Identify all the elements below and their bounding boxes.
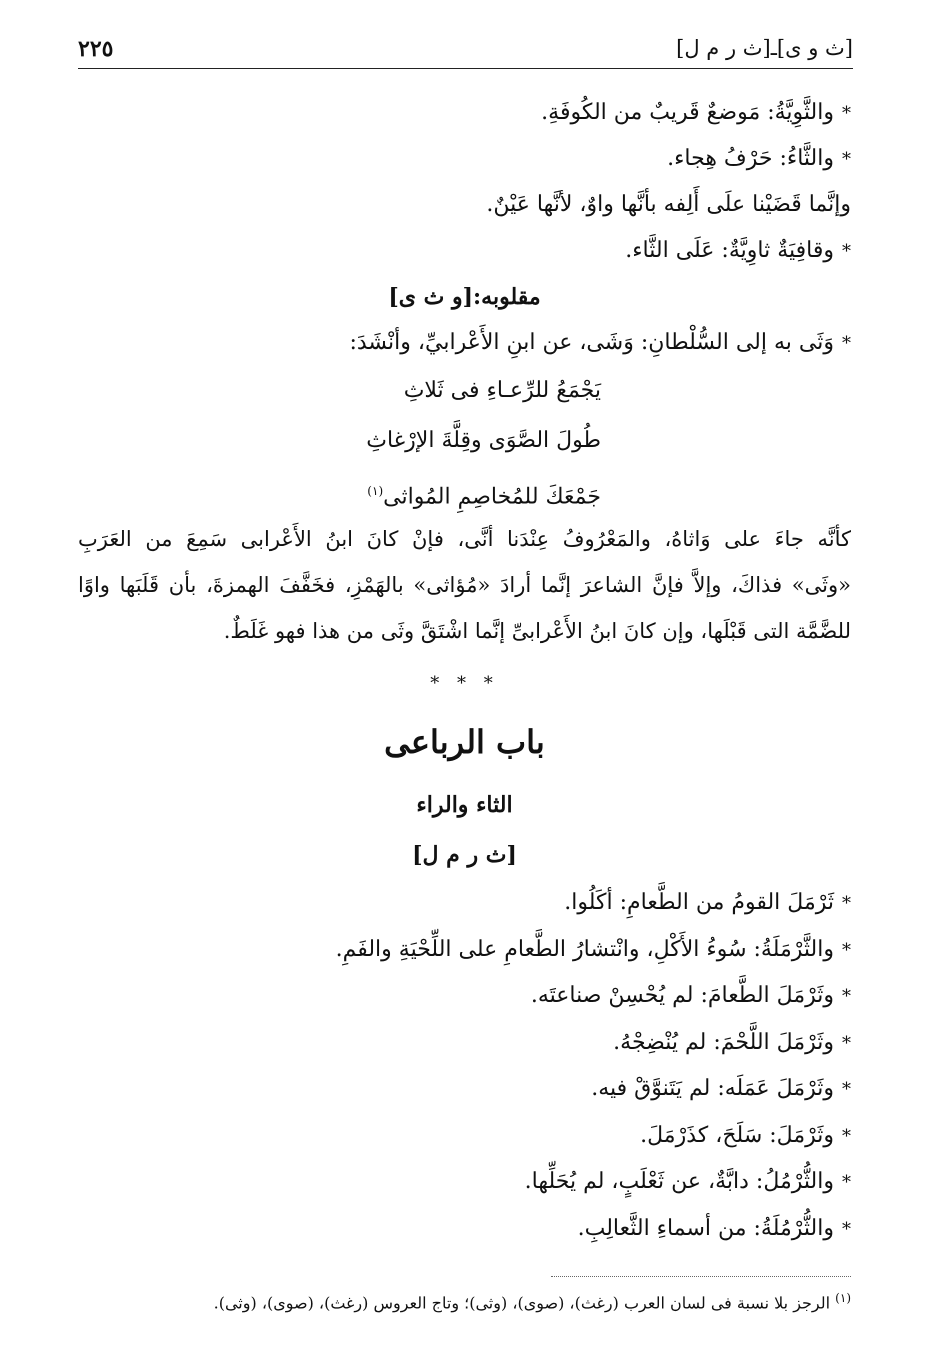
page-body (78, 90, 851, 1252)
asterisk-icon: * (842, 149, 851, 170)
asterisk-icon: * (842, 333, 851, 354)
asterisk-icon: * (842, 1172, 851, 1193)
verse-block (78, 366, 851, 516)
entry-text: والثَّاءُ: حَرْفُ هِجاء. (667, 146, 834, 171)
page-number: ٢٢٥ (78, 36, 114, 62)
entry-line (78, 182, 851, 228)
asterisk-icon: * (842, 1032, 851, 1054)
maqlub-intro (78, 320, 851, 366)
asterisk-icon: * (842, 1218, 851, 1240)
entry-list (78, 880, 851, 1252)
list-item: *والثُّرْمُلَةُ: من أسماءِ الثَّعالِبِ. (577, 1215, 851, 1241)
footnote-reference: (١) (367, 484, 384, 498)
entry-line (78, 90, 851, 136)
asterisk-icon: * (842, 939, 851, 961)
section-separator: * * * (430, 673, 499, 694)
entry-text: والثَّوِيَّةُ: مَوضعٌ قَريبٌ من الكُوفَةِ. (541, 100, 834, 125)
list-item: *والثُّرْمُلُ: دابَّةٌ، عن ثَعْلَبٍ، لم يُحَلِّها. (524, 1169, 851, 1194)
page-header (78, 34, 853, 69)
chapter-title: باب الرباعى (384, 723, 545, 761)
footnote-text: الرجز بلا نسبة فى لسان العرب (رغث)، (صوى)، (وثى)؛ وتاج العروس (رغث)، (صوى)، (وثى). (213, 1293, 831, 1313)
subsection-title: الثاء والراء (416, 792, 513, 818)
asterisk-icon: * (842, 1079, 851, 1100)
footnote (78, 1286, 851, 1315)
verse-line (78, 466, 601, 516)
maqlub-heading: مقلوبه:[و ث ى] (388, 284, 541, 310)
list-item: *وثَرْمَلَ الطَّعامَ: لم يُحْسِنْ صناعتَه. (530, 983, 851, 1008)
entry-text: وإنَّما قَضَيْنا علَى أَلِفه بأنَّها واوٌ، لأنَّها عَيْنٌ. (486, 192, 851, 217)
verse-line: يَجْمَعُ للرِّعـاءِ فى ثَلاثِ (403, 378, 601, 403)
footnote-mark: (١) (835, 1291, 851, 1305)
commentary-paragraph (78, 516, 851, 654)
asterisk-icon: * (842, 986, 851, 1007)
running-head: [ث و ى]ـ[ث ر م ل] (676, 36, 853, 60)
asterisk-icon: * (842, 241, 851, 262)
entry-line (78, 228, 851, 274)
paragraph-line: «وثَى» فذاكَ، وإلاَّ فإنَّ الشاعرَ إنَّما أرادَ «مُؤاثى» بالهَمْزِ، فخَفَّفَ الهمزةَ، بأن قَلَبَها واوًا (78, 573, 851, 597)
asterisk-icon: * (842, 1125, 851, 1147)
list-item: *وثَرْمَلَ: سَلَحَ، كذَرْمَلَ. (640, 1122, 851, 1148)
entry-text: وقافِيَةٌ ثاوِيَّةٌ: عَلَى الثَّاء. (625, 238, 834, 263)
list-item: *والثَّرْمَلَةُ: سُوءُ الأَكْلِ، وانْتشارُ الطَّعامِ على اللِّحْيَةِ والفَمِ. (335, 936, 851, 962)
list-item: *ثَرْمَلَ القومُ من الطَّعامِ: أكَلُوا. (564, 890, 851, 915)
list-item: *وثَرْمَلَ اللَّحْمَ: لم يُنْضِجْهُ. (613, 1029, 851, 1055)
list-item: *وثَرْمَلَ عَمَلَه: لم يَتَنوَّقْ فيه. (591, 1076, 851, 1101)
verse-line: طُولَ الصَّوَى وقِلَّةَ الإرْغاثِ (366, 428, 601, 453)
asterisk-icon: * (842, 103, 851, 124)
footnote-divider (551, 1276, 851, 1277)
asterisk-icon: * (842, 893, 851, 914)
root-heading: [ث ر م ل] (412, 842, 517, 868)
intro-text: وَثَى به إلى السُّلْطانِ: وَشَى، عن ابنِ الأَعْرابيِّ، وأنْشَدَ: (349, 330, 834, 355)
verse-text: جَمْعَكَ للمُخاصِمِ المُواثى (383, 484, 601, 510)
paragraph-line: للضَّمَّة التى قَبْلَها، وإن كانَ ابنُ الأَعْرابىِّ إنَّما اشْتَقَّ وثَى من هذا فهو غَلَطٌ. (223, 619, 851, 643)
entry-line (78, 136, 851, 182)
paragraph-line: كأنَّه جاءَ على وَاثاهُ، والمَعْرُوفُ عِنْدَنا أنَّى، فإنْ كانَ ابنُ الأَعْرابى سَمِعَ من العَرَبِ (78, 527, 851, 551)
